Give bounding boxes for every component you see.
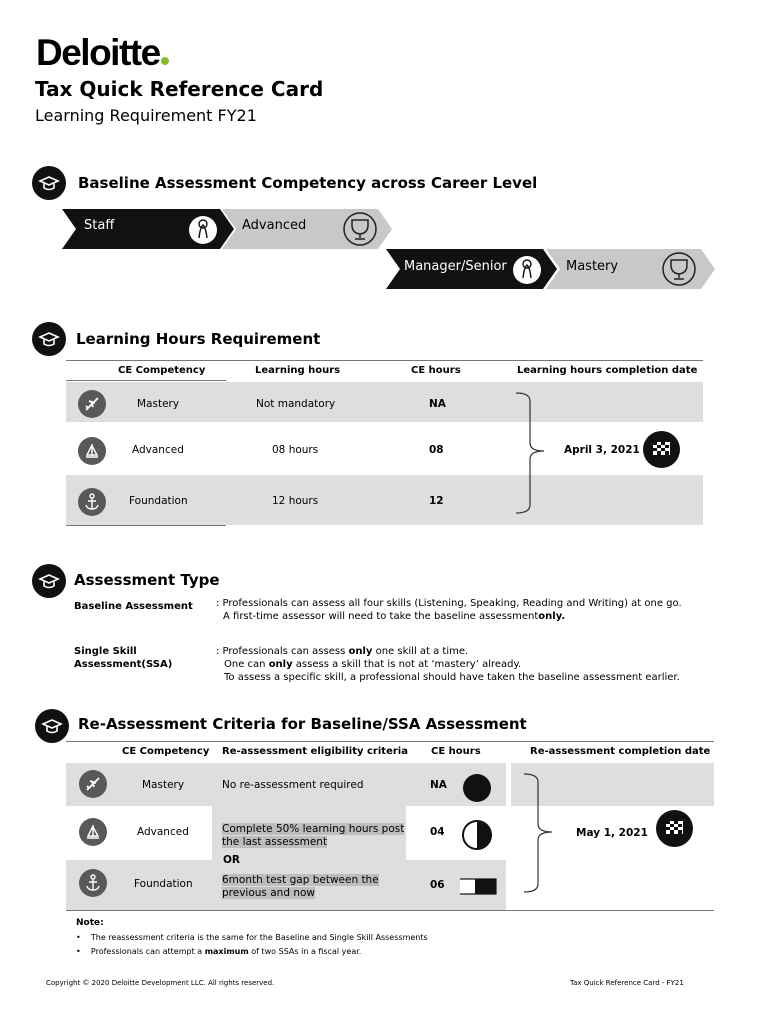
note-label: Note: — [76, 918, 104, 928]
staff-person-icon — [189, 216, 217, 244]
re-col-criteria: Re-assessment eligibility criteria — [222, 746, 408, 757]
competency-foundation: Foundation — [129, 495, 188, 507]
graduation-cap-icon — [32, 166, 66, 200]
note-item-2: • Professionals can attempt a maximum of two SSAs in a fiscal year. — [76, 947, 362, 956]
competency-mastery: Mastery — [137, 398, 180, 410]
re-ce-mastery: NA — [430, 779, 447, 791]
card-subtitle: Learning Requirement FY21 — [35, 106, 257, 125]
manager-person-icon — [513, 256, 541, 284]
arrow-mastery: Mastery — [566, 259, 619, 274]
baseline-title: Baseline Assessment Competency across Career Level — [78, 174, 538, 192]
ce-mastery: NA — [429, 398, 446, 410]
hours-mastery: Not mandatory — [256, 398, 336, 410]
re-col-ce-competency: CE Competency — [122, 746, 210, 757]
re-col-ce-hours: CE hours — [431, 746, 481, 757]
criteria-advanced: Complete 50% learning hours post the last assessment — [222, 823, 405, 848]
arrow-manager-senior: Manager/Senior — [404, 259, 507, 274]
copyright: Copyright © 2020 Deloitte Development LLC. All rights reserved. — [46, 979, 275, 987]
re-date-brace — [520, 772, 560, 896]
competency-advanced: Advanced — [132, 444, 184, 456]
re-completion-date: May 1, 2021 — [576, 827, 648, 839]
graduation-cap-icon — [32, 322, 66, 356]
arrow-advanced: Advanced — [242, 218, 307, 233]
re-table-top-rule — [66, 741, 714, 742]
graduation-cap-icon — [32, 564, 66, 598]
deloitte-logo: Deloitte — [36, 33, 169, 73]
baseline-line-1: : Professionals can assess all four skills (Listening, Speaking, Reading and Writing) at one go. — [216, 598, 682, 609]
sailboat-icon — [78, 437, 106, 465]
ce-advanced: 08 — [429, 444, 444, 456]
criteria-or: OR — [223, 854, 241, 866]
anchor-icon — [78, 488, 106, 516]
career-level-arrows — [60, 205, 720, 291]
re-competency-foundation: Foundation — [134, 878, 193, 890]
sailboat-icon — [79, 818, 107, 846]
re-competency-advanced: Advanced — [137, 826, 189, 838]
checkered-flag-icon — [656, 810, 693, 847]
ssa-description — [216, 645, 716, 684]
learning-hours-title: Learning Hours Requirement — [76, 330, 321, 348]
card-title: Tax Quick Reference Card — [35, 77, 324, 101]
ce-hours-progress-marks — [460, 770, 500, 900]
checkered-flag-icon — [643, 431, 680, 468]
ssa-line-2: One can only assess a skill that is not at ‘mastery’ already. — [224, 659, 522, 670]
re-ce-foundation: 06 — [430, 879, 445, 891]
ssa-line-3: To assess a specific skill, a professional should have taken the baseline assessment earlier. — [224, 672, 680, 683]
re-competency-mastery: Mastery — [142, 779, 185, 791]
re-table-bottom-rule — [66, 910, 714, 911]
col-ce-competency: CE Competency — [118, 365, 206, 376]
plane-icon — [78, 390, 106, 418]
reassessment-title: Re-Assessment Criteria for Baseline/SSA Assessment — [78, 715, 527, 733]
hours-advanced: 08 hours — [272, 444, 319, 456]
col-learning-hours: Learning hours — [255, 365, 341, 376]
baseline-line-2: A first-time assessor will need to take the baseline assessmentonly. — [223, 611, 566, 622]
ce-foundation: 12 — [429, 495, 444, 507]
table-top-rule — [66, 360, 703, 361]
baseline-description — [216, 597, 716, 623]
plane-icon — [79, 770, 107, 798]
footer-right: Tax Quick Reference Card - FY21 — [570, 979, 684, 987]
header-rule — [66, 380, 226, 381]
col-completion-date: Learning hours completion date — [517, 365, 698, 376]
ssa-label: Single Skill Assessment(SSA) — [74, 646, 173, 670]
graduation-cap-icon — [35, 709, 69, 743]
re-ce-advanced: 04 — [430, 826, 445, 838]
arrow-staff: Staff — [84, 218, 115, 233]
criteria-mastery: No re-assessment required — [222, 779, 364, 791]
mastery-full-circle — [463, 774, 491, 802]
anchor-icon — [79, 869, 107, 897]
date-brace — [512, 391, 552, 515]
criteria-foundation: 6month test gap between the previous and now — [222, 874, 379, 899]
learning-completion-date: April 3, 2021 — [564, 444, 640, 456]
re-col-completion-date: Re-assessment completion date — [530, 746, 711, 757]
col-ce-hours: CE hours — [411, 365, 461, 376]
assessment-type-title: Assessment Type — [74, 571, 220, 589]
logo-green-dot — [161, 57, 169, 65]
note-item-1: • The reassessment criteria is the same for the Baseline and Single Skill Assessments — [76, 933, 428, 942]
hours-foundation: 12 hours — [272, 495, 319, 507]
baseline-assessment-label: Baseline Assessment — [74, 601, 193, 612]
ssa-line-1: : Professionals can assess only one skill at a time. — [216, 646, 469, 657]
